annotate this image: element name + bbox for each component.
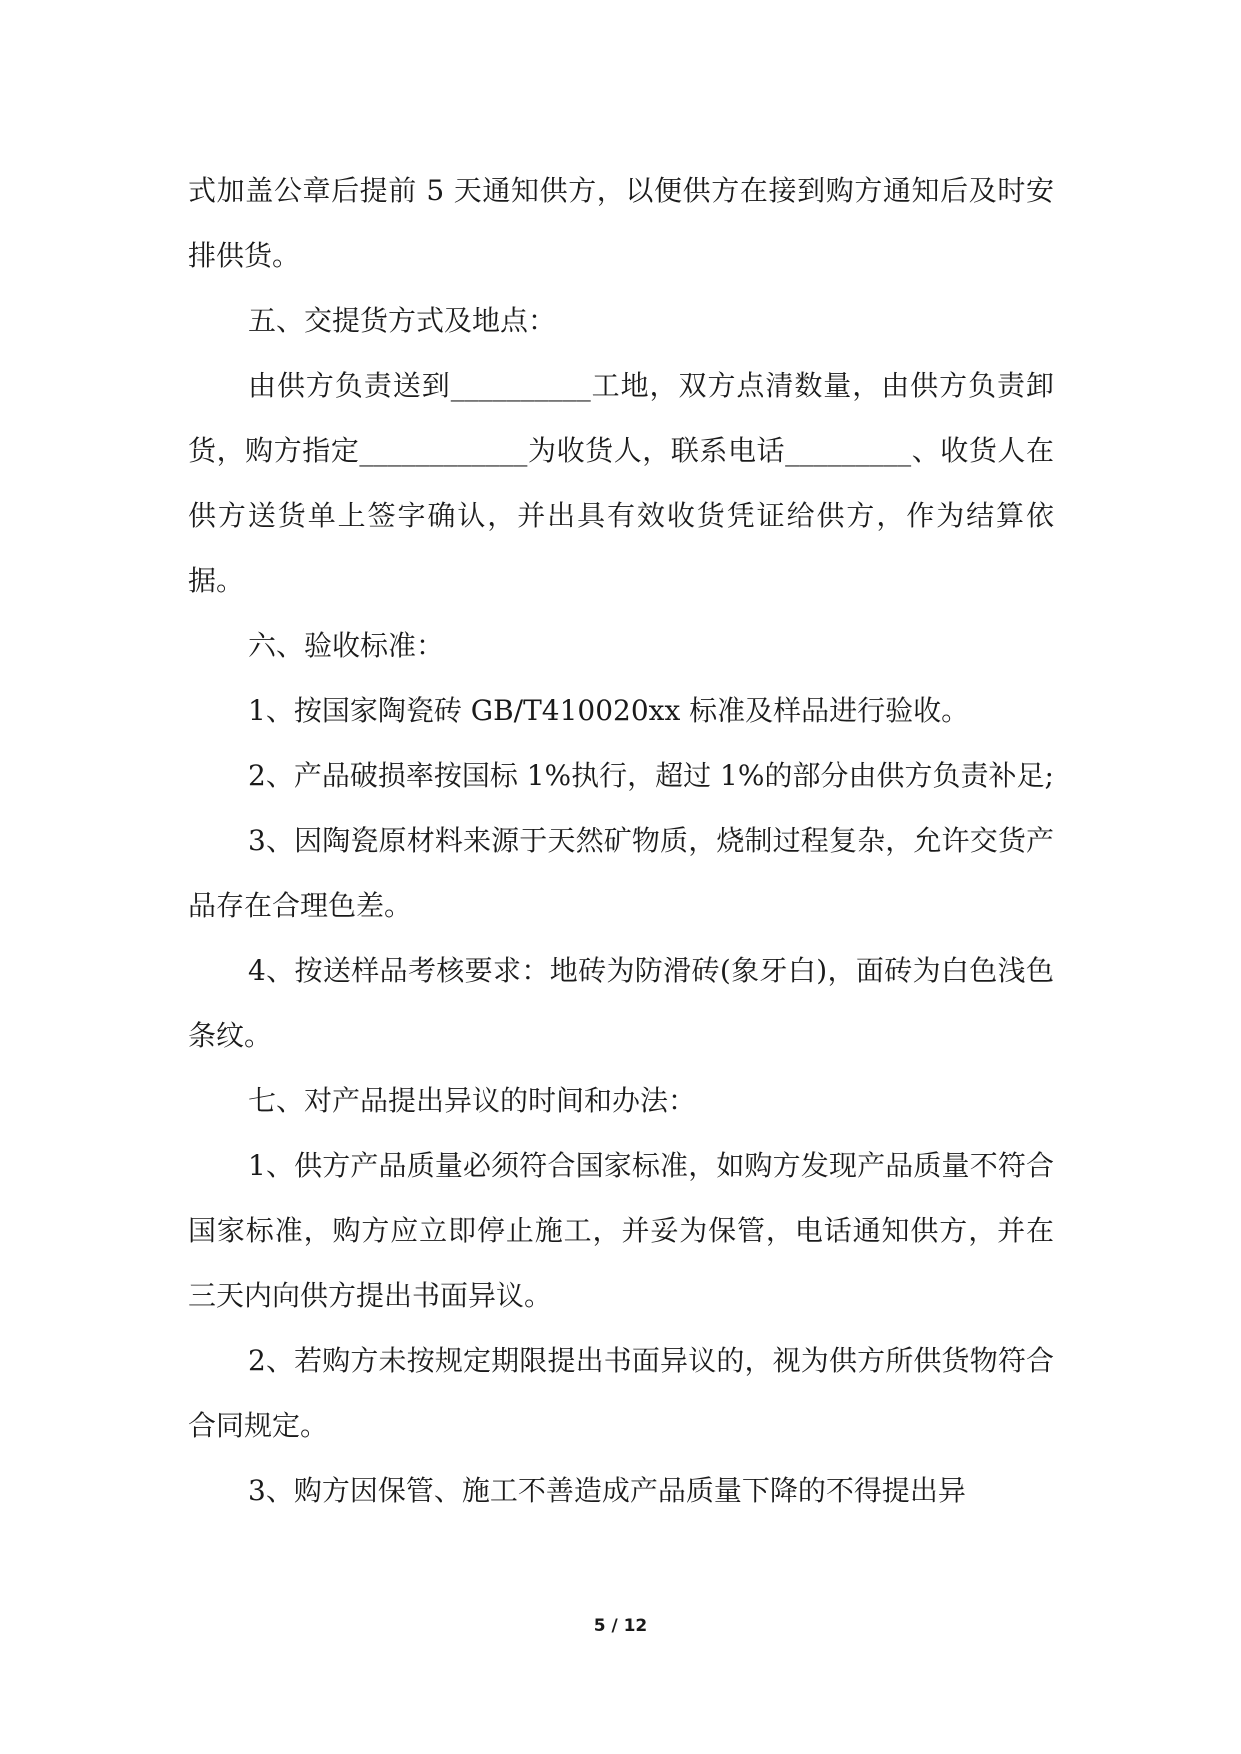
section-heading-acceptance: 六、验收标准： bbox=[248, 629, 445, 662]
paragraph-acceptance-4: 4、按送样品考核要求：地砖为防滑砖(象牙白)，面砖为白色浅色条纹。 bbox=[188, 954, 1054, 1052]
paragraph-objection-2: 2、若购方未按规定期限提出书面异议的，视为供方所供货物符合合同规定。 bbox=[188, 1344, 1054, 1442]
section-heading-objection: 七、对产品提出异议的时间和办法： bbox=[248, 1084, 697, 1117]
paragraph-acceptance-3: 3、因陶瓷原材料来源于天然矿物质，烧制过程复杂，允许交货产品存在合理色差。 bbox=[188, 824, 1054, 922]
document-body bbox=[188, 158, 1054, 1523]
paragraph-continuation: 式加盖公章后提前 5 天通知供方，以便供方在接到购方通知后及时安排供货。 bbox=[188, 174, 1054, 272]
page-number: 5 / 12 bbox=[593, 1616, 648, 1636]
paragraph-delivery-terms: 由供方负责送到__________工地，双方点清数量，由供方负责卸货，购方指定____________为收货人，联系电话_________、收货人在供方送货单上签字确认，并出具有效收货凭证给供方，作为结算依据。 bbox=[188, 369, 1054, 597]
section-heading-delivery: 五、交提货方式及地点： bbox=[248, 304, 557, 337]
paragraph-acceptance-1: 1、按国家陶瓷砖 GB/T410020xx 标准及样品进行验收。 bbox=[248, 694, 970, 727]
paragraph-acceptance-2: 2、产品破损率按国标 1%执行，超过 1%的部分由供方负责补足; bbox=[248, 759, 1054, 792]
paragraph-objection-3: 3、购方因保管、施工不善造成产品质量下降的不得提出异 bbox=[248, 1474, 966, 1507]
paragraph-objection-1: 1、供方产品质量必须符合国家标准，如购方发现产品质量不符合国家标准，购方应立即停止施工，并妥为保管，电话通知供方，并在三天内向供方提出书面异议。 bbox=[188, 1149, 1054, 1312]
